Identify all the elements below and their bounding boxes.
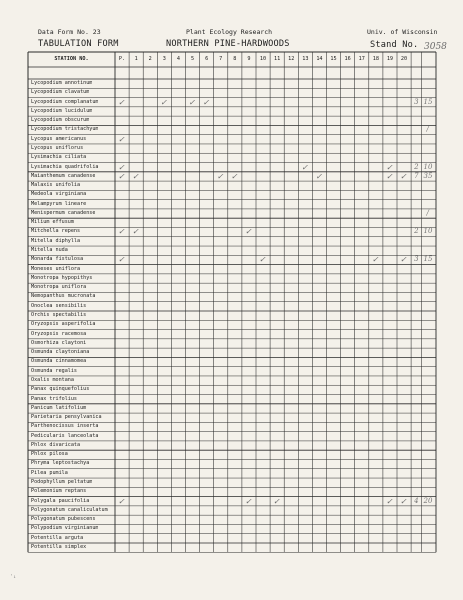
species-name: Pilea pumila	[31, 469, 68, 476]
column-header-11: 11	[274, 56, 281, 62]
species-name: Osmunda claytoniana	[31, 349, 90, 356]
species-name: Mitchella repens	[31, 228, 81, 235]
presence-checkmark: ✓	[273, 496, 280, 506]
species-name: Lycopus uniflorus	[31, 144, 84, 151]
species-name: Nemopanthus mucronata	[31, 293, 96, 300]
column-header-14: 14	[316, 56, 323, 62]
presence-checkmark: ✓	[118, 162, 125, 172]
column-header-6: 6	[205, 56, 209, 62]
species-name: Monarda fistulosa	[31, 256, 84, 263]
institution-name: Univ. of Wisconsin	[367, 28, 438, 36]
species-name: Lycopodium lucidulum	[31, 107, 93, 114]
species-name: Osmunda regalis	[31, 367, 78, 374]
presence-checkmark: ✓	[301, 162, 309, 172]
frequency-count: 2	[414, 227, 419, 236]
species-name: Oryzopsis racemosa	[31, 330, 87, 337]
column-header-0: P.	[118, 56, 126, 62]
species-name: Milium effusum	[31, 219, 74, 226]
frequency-count: 3	[414, 97, 419, 106]
species-name: Polygonatum pubescens	[31, 516, 96, 523]
presence-checkmark: ✓	[118, 496, 125, 506]
frequency-count: 7	[414, 171, 419, 180]
species-name: Lycopus americanus	[31, 135, 87, 142]
presence-checkmark: ✓	[188, 97, 196, 107]
presence-checkmark: ✓	[400, 255, 407, 265]
column-header-20: 20	[400, 56, 408, 62]
presence-checkmark: ✓	[259, 255, 266, 265]
presence-checkmark: ✓	[385, 496, 393, 506]
species-name: Parietaria pensylvanica	[31, 414, 102, 421]
column-header-15: 15	[330, 56, 337, 62]
presence-checkmark: ✓	[244, 496, 252, 506]
species-name: Podophyllum peltatum	[31, 479, 93, 486]
stand-number-handwritten: 3058	[424, 42, 447, 52]
form-title: TABULATION FORM	[38, 39, 119, 49]
form-number: Data Form No. 23	[38, 28, 101, 36]
presence-checkmark: ✓	[160, 97, 168, 107]
column-header-18: 18	[372, 56, 379, 62]
species-name: Polygonatum canaliculatum	[31, 506, 108, 513]
species-name: Panax trifolius	[31, 395, 78, 402]
column-header-9: 9	[247, 56, 251, 62]
species-name: Onoclea sensibilis	[31, 302, 87, 309]
species-name: Pedicularis lanceolata	[31, 432, 99, 439]
species-name: Monotropa hypopithys	[31, 274, 93, 281]
species-name: Phlox divaricata	[31, 441, 81, 448]
species-name: Lycopodium clavatum	[31, 89, 90, 96]
species-name: Medeola virginiana	[31, 191, 87, 198]
column-header-3: 3	[162, 56, 166, 62]
presence-checkmark: ✓	[385, 171, 393, 181]
frequency-count: 3	[414, 255, 419, 264]
species-name: Menispermum canadense	[31, 209, 96, 216]
stray-pencil-mark: /	[426, 208, 429, 217]
corner-pencil-mark: '↓	[10, 574, 17, 580]
species-name: Melampyrum lineare	[31, 200, 87, 207]
species-name: Oxalis montana	[31, 376, 74, 383]
presence-checkmark: ✓	[118, 255, 125, 265]
column-header-7: 7	[219, 56, 223, 62]
species-name: Potentilla arguta	[31, 534, 84, 541]
column-header-5: 5	[190, 56, 195, 62]
species-name: Mitella nuda	[31, 247, 68, 254]
species-name: Lysimachia ciliata	[31, 154, 87, 161]
presence-checkmark: ✓	[216, 171, 224, 181]
column-header-10: 10	[259, 56, 267, 62]
presence-checkmark: ✓	[118, 171, 125, 181]
frequency-percent: 15	[423, 97, 433, 106]
species-name: Lysimachia quadrifolia	[31, 163, 99, 170]
stand-label: Stand No.	[370, 40, 419, 50]
column-header-19: 19	[386, 56, 394, 62]
species-name: Lycopodium complanatum	[31, 98, 99, 105]
species-name: Lycopodium tristachyum	[31, 126, 99, 133]
community-name: NORTHERN PINE-HARDWOODS	[166, 39, 290, 49]
species-name: Phryma leptostachya	[31, 460, 90, 467]
column-header-13: 13	[302, 56, 309, 62]
presence-checkmark: ✓	[132, 227, 139, 237]
stray-pencil-mark: /	[426, 125, 429, 134]
column-header-8: 8	[233, 56, 237, 62]
species-name: Orchis spectabilis	[31, 312, 87, 318]
frequency-percent: 20	[423, 496, 433, 505]
frequency-count: 4	[414, 496, 419, 505]
species-name: Malaxis unifolia	[31, 182, 81, 189]
presence-checkmark: ✓	[230, 171, 238, 181]
species-name: Maianthemum canadense	[31, 172, 96, 179]
species-name: Moneses uniflora	[31, 265, 81, 272]
species-name: Mitella diphylla	[31, 237, 81, 244]
program-name: Plant Ecology Research	[186, 28, 273, 36]
presence-checkmark: ✓	[400, 496, 407, 506]
species-name: Oryzopsis asperifolia	[31, 321, 96, 328]
species-name: Polemonium reptans	[31, 488, 87, 495]
species-name: Panax quinquefolius	[31, 386, 90, 393]
column-header-16: 16	[344, 56, 351, 62]
presence-checkmark: ✓	[118, 97, 125, 107]
frequency-count: 2	[414, 162, 419, 171]
column-header-17: 17	[358, 56, 365, 62]
frequency-percent: 10	[423, 162, 433, 171]
species-name: Lycopodium obscurum	[31, 117, 90, 124]
presence-checkmark: ✓	[202, 97, 210, 107]
presence-checkmark: ✓	[118, 134, 125, 144]
presence-checkmark: ✓	[244, 227, 252, 237]
species-name: Lycopodium annotinum	[31, 80, 93, 86]
column-header-12: 12	[288, 56, 295, 62]
species-name: Parthenocissus inserta	[31, 423, 99, 430]
species-name: Osmorhiza claytoni	[31, 339, 87, 346]
species-name: Polypodium virginianum	[31, 525, 99, 532]
presence-checkmark: ✓	[118, 227, 125, 237]
species-name: Polygala paucifolia	[31, 497, 90, 504]
presence-checkmark: ✓	[400, 171, 407, 181]
column-header-1: 1	[134, 56, 138, 62]
frequency-percent: 10	[423, 227, 433, 236]
frequency-percent: 15	[423, 255, 433, 264]
column-header-2: 2	[148, 56, 152, 62]
presence-checkmark: ✓	[315, 171, 323, 181]
species-name: Osmunda cinnamomea	[31, 358, 87, 365]
species-name: Potentilla simplex	[31, 544, 87, 550]
species-name: Panicum latifolium	[31, 404, 87, 411]
frequency-percent: 35	[423, 171, 433, 180]
station-number-header: STATION NO.	[54, 56, 89, 62]
presence-checkmark: ✓	[371, 255, 379, 265]
species-name: Phlox pilosa	[31, 451, 68, 458]
presence-checkmark: ✓	[385, 162, 393, 172]
column-header-4: 4	[176, 56, 180, 62]
species-name: Monotropa uniflora	[31, 284, 87, 291]
presence-checkmark: ✓	[132, 171, 139, 181]
